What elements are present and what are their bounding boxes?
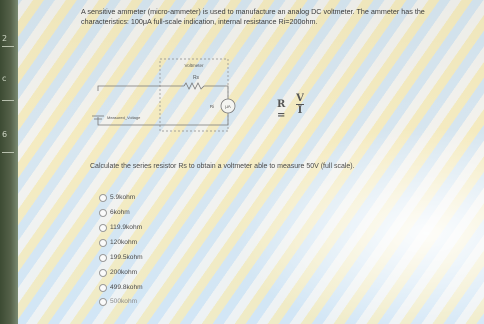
answer-option[interactable]: [99, 296, 137, 307]
radio-button[interactable]: [99, 224, 107, 232]
side-marker: 2: [2, 34, 8, 43]
resistor-label: Rs: [192, 75, 200, 81]
radio-button[interactable]: [99, 239, 107, 247]
radio-button[interactable]: [99, 209, 107, 217]
answer-option-label: 200kohm: [110, 269, 138, 276]
answer-option-label: 499.8kohm: [110, 284, 143, 291]
voltmeter-box-label: Voltmeter: [184, 63, 204, 68]
formula-denominator: I: [297, 105, 303, 116]
source-label: Measured_Voltage: [107, 115, 141, 120]
answer-option[interactable]: [99, 222, 142, 233]
internal-resistance-label: Ri: [209, 104, 215, 109]
answer-option-label: 119.9kohm: [110, 224, 143, 231]
question-instruction: Calculate the series resistor Rs to obtain a voltmeter able to measure 50V (full scale).: [90, 163, 355, 170]
answer-option-label: 5.9kohm: [110, 194, 136, 201]
voltmeter-box: [160, 59, 228, 131]
radio-button[interactable]: [99, 298, 107, 306]
answer-option-label: 199.5kohm: [110, 254, 143, 261]
answer-option[interactable]: [99, 282, 143, 293]
question-statement: A sensitive ammeter (micro-ammeter) is used to manufacture an analog DC voltmeter. The ammeter has the characteristics: 100μA full-scale indication, internal resistance Ri=200ohm.: [81, 7, 425, 26]
radio-button[interactable]: [99, 269, 107, 277]
meter-label: μA: [225, 104, 231, 109]
voltmeter-circuit-diagram: [88, 57, 288, 137]
formula-fraction: [295, 93, 305, 116]
answer-option[interactable]: [99, 267, 137, 278]
side-marker: c: [2, 74, 7, 83]
answer-option[interactable]: [99, 192, 135, 203]
answer-option-label: 120kohm: [110, 239, 138, 246]
answer-option-label: 500kohm: [110, 298, 138, 305]
answer-option[interactable]: [99, 252, 143, 263]
answer-option-label: 6kohm: [110, 209, 130, 216]
side-marker: 6: [2, 130, 8, 139]
answer-option[interactable]: [99, 237, 137, 248]
top-wire-right: [204, 86, 228, 99]
radio-button[interactable]: [99, 194, 107, 202]
formula-lhs: R =: [277, 99, 286, 121]
radio-button[interactable]: [99, 254, 107, 262]
top-wire: [98, 86, 184, 91]
formula-numerator: V: [296, 93, 304, 104]
series-resistor: [184, 83, 204, 89]
answer-option[interactable]: [99, 207, 130, 218]
radio-button[interactable]: [99, 284, 107, 292]
